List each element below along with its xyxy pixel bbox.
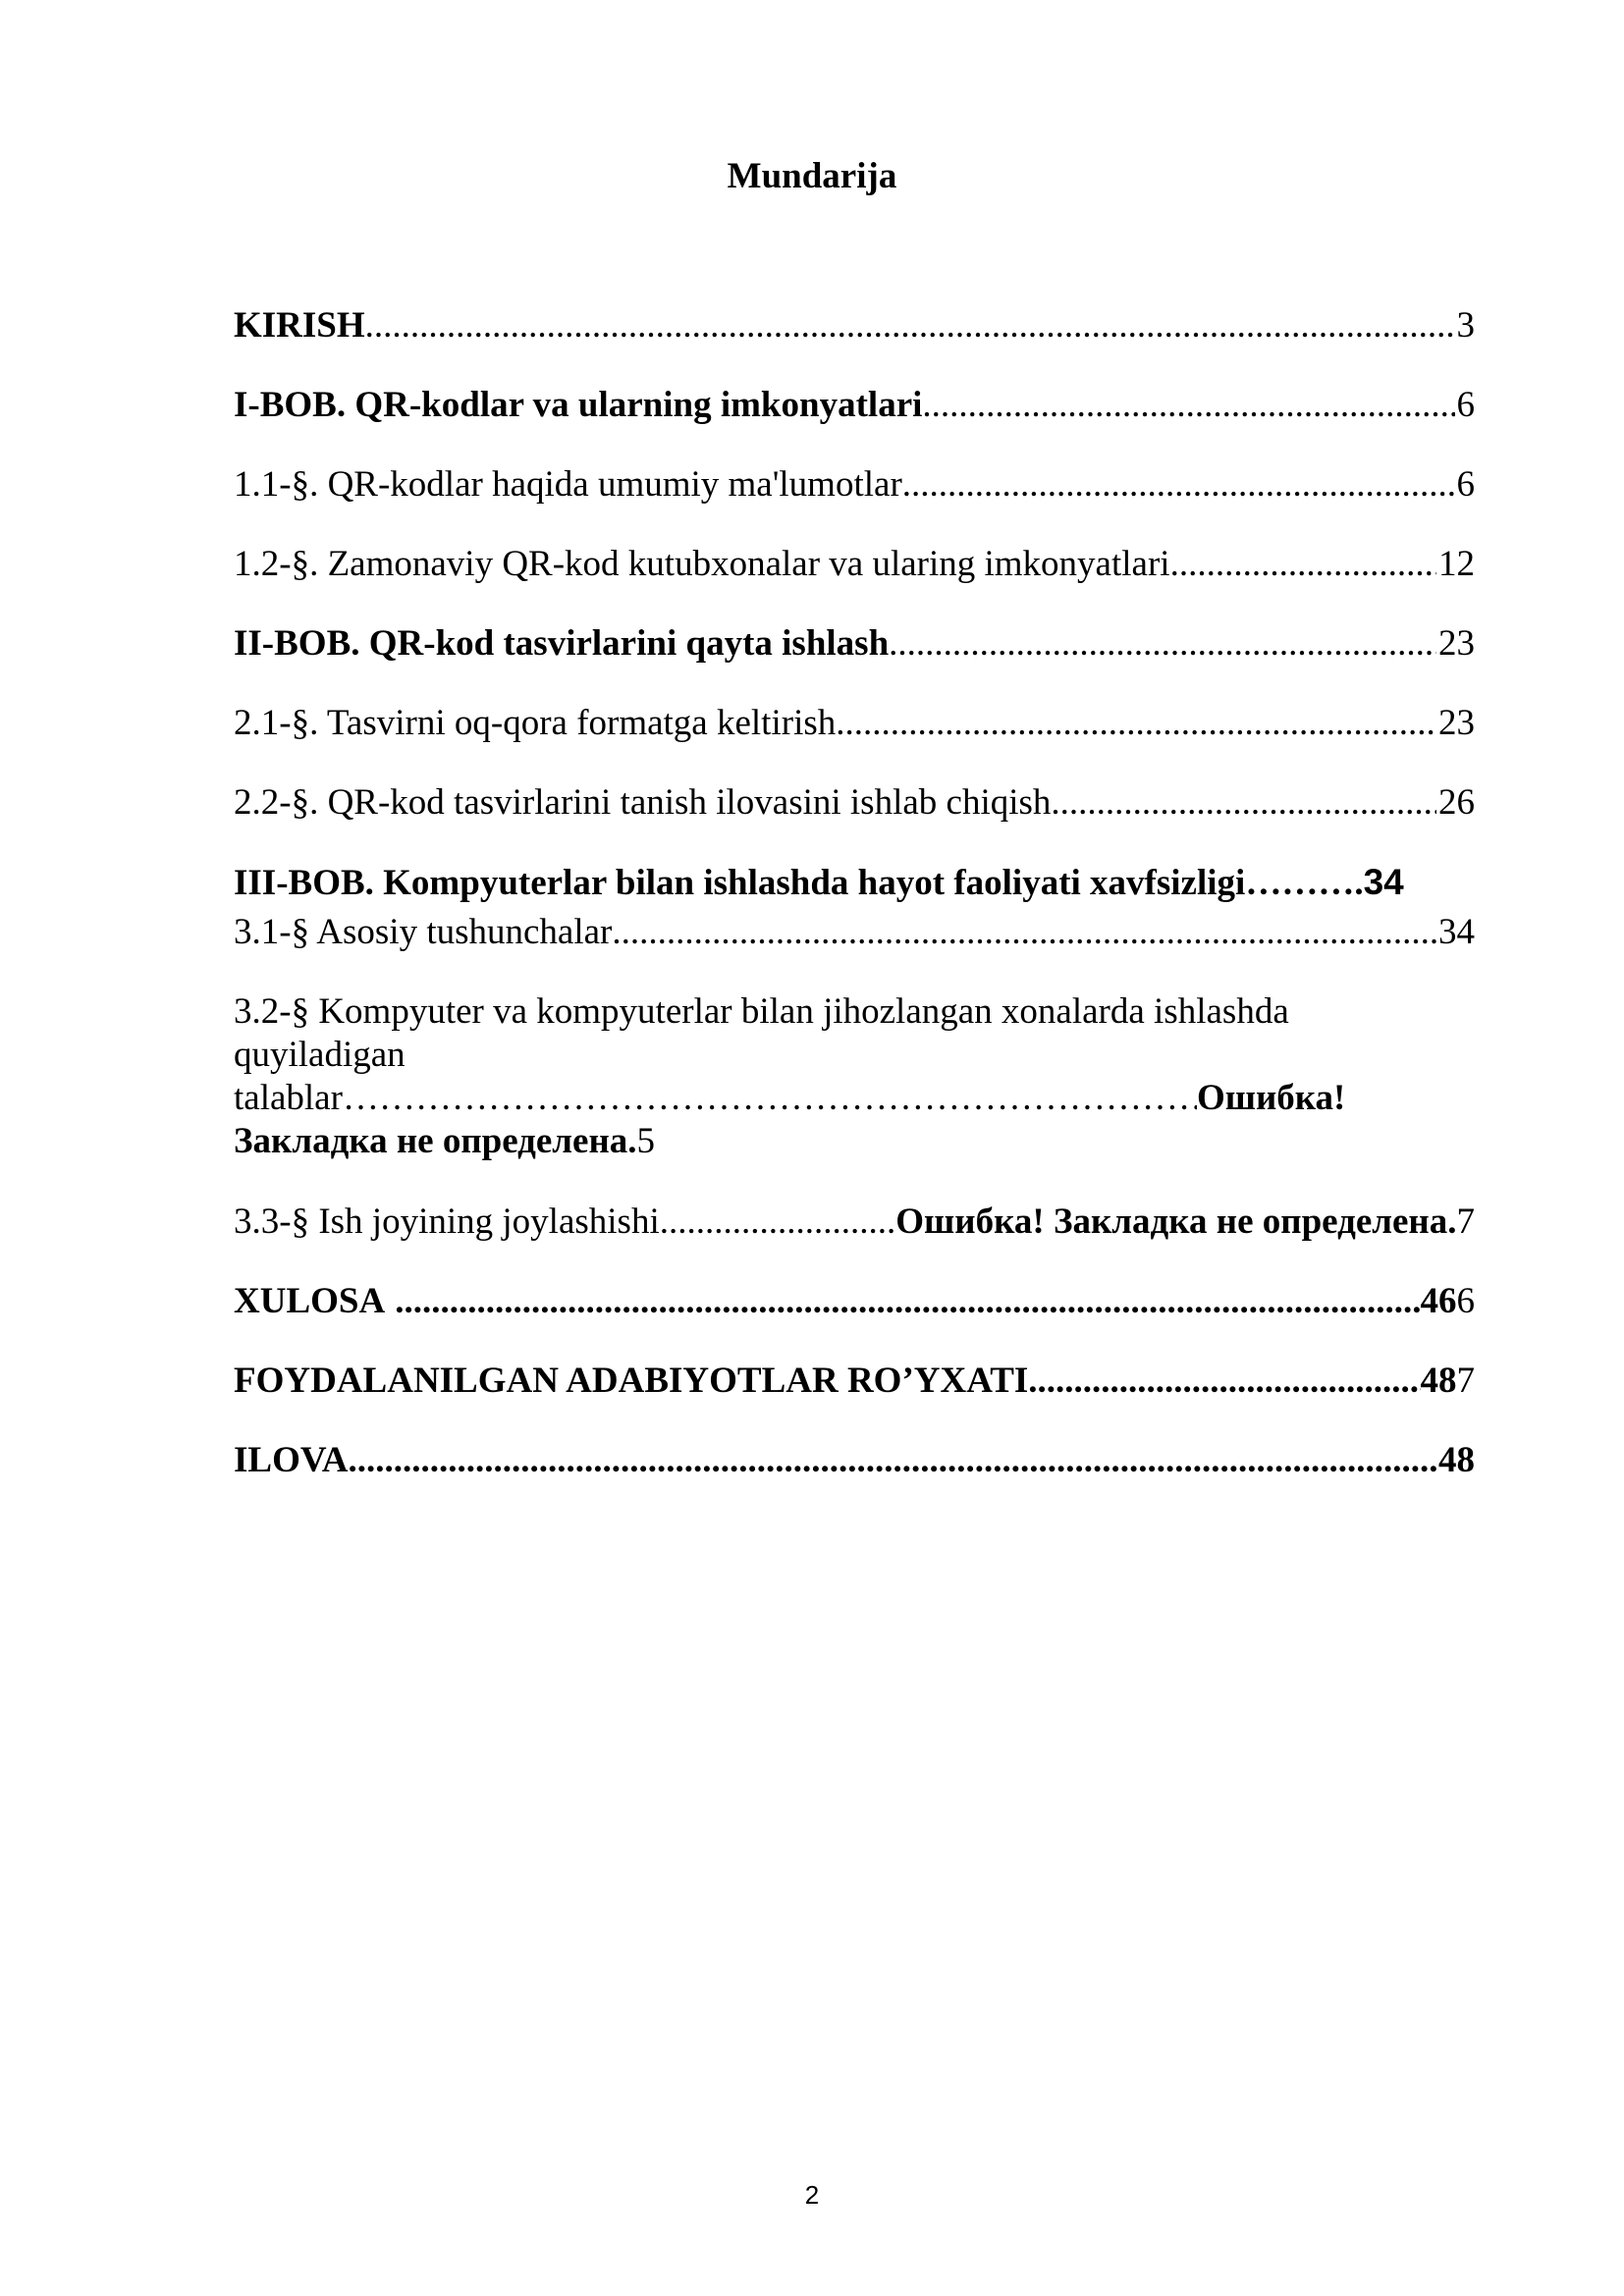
bookmark-error-text: Закладка не определена. <box>234 1121 637 1161</box>
dot-leader <box>612 911 1436 954</box>
toc-entry-page: 5 <box>636 1121 656 1161</box>
toc-entry-chapter-2[interactable] <box>234 622 1475 666</box>
toc-entry-page: 48 <box>1420 1361 1457 1401</box>
toc-entry-references[interactable] <box>234 1360 1475 1403</box>
page-title: Mundarija <box>727 156 897 196</box>
toc-entry-page: 23 <box>1438 623 1475 664</box>
toc-entry-section-2-2[interactable] <box>234 781 1475 825</box>
table-of-contents <box>234 304 1475 1482</box>
toc-entry-label: FOYDALANILGAN ADABIYOTLAR RO’YXATI <box>234 1361 1029 1401</box>
dot-leader <box>836 702 1436 745</box>
toc-entry-label: II-BOB. QR-kod tasvirlarini qayta ishlash <box>234 623 890 664</box>
toc-entry-label: III-BOB. Kompyuterlar bilan ishlashda hayot faoliyati xavfsizligi <box>234 863 1246 903</box>
toc-entry-section-1-1[interactable] <box>234 463 1475 507</box>
toc-entry-page: 48 <box>1438 1440 1475 1480</box>
toc-entry-label-line: quyiladigan <box>234 1035 406 1075</box>
dot-leader <box>902 463 1455 507</box>
toc-entry-section-3-2[interactable] <box>234 990 1475 1163</box>
bookmark-error-text: Ошибка! <box>1196 1078 1346 1118</box>
toc-entry-label-line <box>234 1120 1475 1163</box>
toc-entry-label: 2.1-§. Tasvirni oq-qora formatga keltirish <box>234 703 837 743</box>
page-number: 2 <box>804 2180 820 2210</box>
toc-entry-page: 6 <box>1456 385 1475 425</box>
toc-entry-page: 6 <box>1456 1281 1475 1321</box>
dot-leader <box>1051 781 1436 825</box>
toc-entry-page: 7 <box>1456 1361 1475 1401</box>
toc-entry-label: 2.2-§. QR-kod tasvirlarini tanish ilovasini ishlab chiqish <box>234 782 1052 823</box>
dot-leader <box>385 1280 1420 1323</box>
toc-entry-label: ILOVA <box>234 1440 349 1480</box>
dot-leader <box>922 384 1454 427</box>
toc-entry-chapter-1[interactable] <box>234 384 1475 427</box>
ellipsis-leader <box>343 1077 1197 1120</box>
toc-entry-page: 34 <box>1363 862 1404 902</box>
toc-entry-kirish[interactable] <box>234 304 1475 347</box>
dot-leader <box>889 622 1436 666</box>
toc-entry-label: 3.3-§ Ish joyining joylashishi <box>234 1201 660 1242</box>
toc-entry-page: 7 <box>1456 1201 1475 1242</box>
dot-leader <box>660 1201 896 1244</box>
dot-leader <box>1028 1360 1420 1403</box>
toc-entry-label: 1.2-§. Zamonaviy QR-kod kutubxonalar va ularing imkonyatlari <box>234 544 1170 584</box>
toc-entry-label: KIRISH <box>234 305 365 346</box>
toc-entry-page: 3 <box>1456 305 1475 346</box>
toc-entry-ilova[interactable] <box>234 1439 1475 1482</box>
toc-entry-label: I-BOB. QR-kodlar va ularning imkonyatlari <box>234 385 923 425</box>
toc-entry-label: 3.1-§ Asosiy tushunchalar <box>234 912 613 952</box>
toc-entry-page: 46 <box>1420 1281 1457 1321</box>
dot-leader <box>1170 543 1436 586</box>
toc-entry-page: 6 <box>1456 464 1475 505</box>
toc-entry-page: 12 <box>1438 544 1475 584</box>
toc-entry-label-line: 3.2-§ Kompyuter va kompyuterlar bilan jihozlangan xonalarda ishlashda <box>234 991 1289 1032</box>
toc-entry-xulosa[interactable] <box>234 1280 1475 1323</box>
toc-entry-label: XULOSA <box>234 1281 386 1321</box>
toc-entry-section-1-2[interactable] <box>234 543 1475 586</box>
toc-entry-page: 34 <box>1438 912 1475 952</box>
toc-entry-section-3-3[interactable] <box>234 1201 1475 1244</box>
bookmark-error-text: Ошибка! Закладка не определена. <box>895 1201 1457 1242</box>
toc-entry-chapter-3[interactable] <box>234 861 1475 905</box>
toc-entry-section-3-1[interactable] <box>234 911 1475 954</box>
dot-leader <box>349 1439 1436 1482</box>
toc-entry-page: 23 <box>1438 703 1475 743</box>
toc-entry-section-2-1[interactable] <box>234 702 1475 745</box>
toc-entry-label-line <box>234 1077 1475 1120</box>
toc-entry-label: 1.1-§. QR-kodlar haqida umumiy ma'lumotlar <box>234 464 902 505</box>
toc-entry-label: talablar <box>234 1078 343 1118</box>
ellipsis-leader: ………. <box>1245 863 1364 903</box>
toc-entry-page: 26 <box>1438 782 1475 823</box>
dot-leader <box>365 304 1455 347</box>
